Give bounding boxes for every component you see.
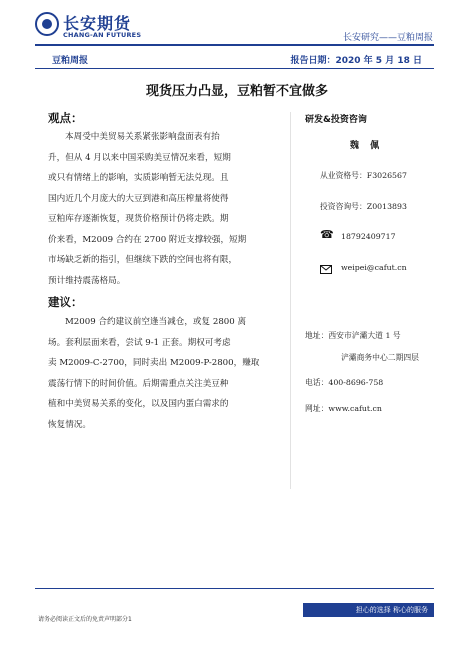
address-label: 地址： <box>305 331 329 340</box>
advice-line: 卖 M2009-C-2700，同时卖出 M2009-P-2800，赚取 <box>48 358 260 368</box>
report-type: 豆粕周报 <box>52 56 89 66</box>
phone-icon: ☎ <box>320 228 334 241</box>
company-name-cn: 长安期货 <box>63 14 132 33</box>
analyst-phone: 18792409717 <box>341 232 396 241</box>
viewpoint-line: 升，但从 4 月以来中国采购美豆情况来看，短期 <box>48 152 231 163</box>
qualification-number: F3026567 <box>366 171 407 180</box>
advice-heading: 建议： <box>48 295 83 309</box>
viewpoint-line: 市场缺乏新的指引，但继续下跌的空间也将有限， <box>48 255 238 265</box>
header-divider <box>35 44 434 46</box>
page-title: 现货压力凸显，豆粕暂不宜做多 <box>145 84 328 99</box>
advice-line: 恢复情况。 <box>48 419 91 430</box>
website-link[interactable]: www.cafut.cn <box>328 404 382 413</box>
address-line-2: 浐灞商务中心二期四层 <box>341 353 419 362</box>
advice-line: 植和中美贸易关系的变化，以及国内蛋白需求的 <box>48 399 229 409</box>
tel-label: 电话： <box>305 378 329 387</box>
analyst-email[interactable]: weipei@cafut.cn <box>341 263 407 272</box>
column-divider <box>290 112 291 489</box>
footer-slogan: 担心的选择 称心的服务 <box>303 603 434 617</box>
viewpoint-line: 价来看，M2009 合约在 2700 附近支撑较强，短期 <box>48 234 247 245</box>
company-logo-icon <box>35 12 59 36</box>
footer-divider <box>35 588 434 589</box>
viewpoint-line: 豆粕库存逐渐恢复，现货价格预计仍将走跌。期 <box>48 214 229 224</box>
tel-row <box>305 377 383 388</box>
viewpoint-line: 本周受中美贸易关系紧张影响盘面表有抬 <box>65 132 220 142</box>
advice-line: 震荡行情下的时间价值。后期需重点关注美豆种 <box>48 378 229 389</box>
viewpoint-line: 国内近几个月庞大的大豆到港和高压榨量将使得 <box>48 193 229 204</box>
mail-icon <box>320 259 332 278</box>
viewpoint-line: 或只有情绪上的影响，实质影响暂无法兑现。且 <box>48 173 229 183</box>
sidebar-heading: 研发&投资咨询 <box>305 115 367 125</box>
web-label: 网址： <box>305 404 329 413</box>
subheader-divider <box>35 68 434 69</box>
report-series: 长安研究——豆粕周报 <box>342 33 433 43</box>
address-row <box>305 330 401 341</box>
company-name-en: CHANG-AN FUTURES <box>63 31 142 39</box>
viewpoint-heading: 观点： <box>48 111 83 125</box>
advice-line: M2009 合约建议前空逢当减仓，或复 2800 离 <box>65 317 247 327</box>
advice-line: 场。套利层面来看，尝试 9-1 正套。期权可考虑 <box>48 337 231 348</box>
viewpoint-line: 预计维持震荡格局。 <box>48 275 126 286</box>
qualification-row <box>320 170 407 181</box>
disclaimer-note: 请务必阅读正文后的免责声明部分1 <box>38 616 132 623</box>
report-date: 报告日期：2020 年 5 月 18 日 <box>290 56 422 66</box>
investment-consult-row <box>320 201 407 212</box>
viewpoint-body <box>48 127 284 291</box>
advice-body <box>48 312 284 435</box>
tel-number: 400-8696-758 <box>328 378 384 387</box>
qualification-label: 从业资格号： <box>320 171 367 180</box>
investment-consult-label: 投资咨询号： <box>320 202 367 211</box>
address-line-1: 西安市浐灞大道 1 号 <box>328 331 401 340</box>
analyst-name: 魏 佩 <box>350 141 384 151</box>
web-row <box>305 403 382 414</box>
investment-consult-number: Z0013893 <box>366 202 407 211</box>
